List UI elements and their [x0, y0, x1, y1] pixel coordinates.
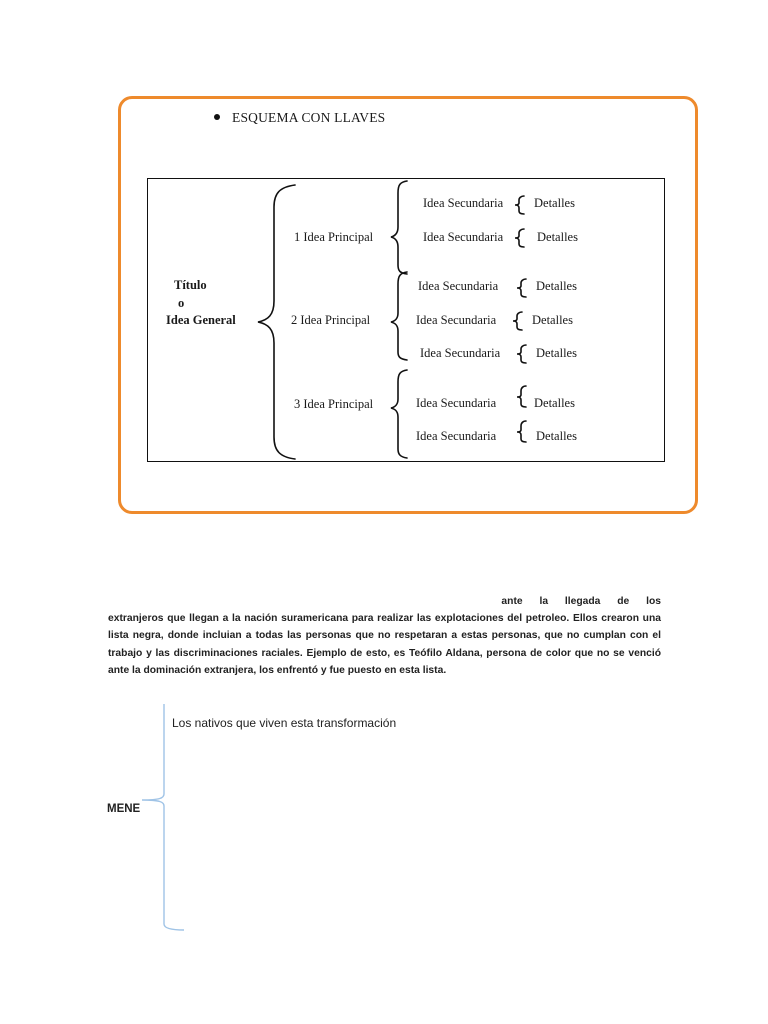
main-idea: 3 Idea Principal	[294, 397, 374, 411]
paragraph-line: trabajo y las discriminaciones raciales. Ejemplo de esto, es Teófilo Aldana, persona de color que no se venció	[108, 647, 661, 659]
detail-brace	[515, 196, 524, 214]
detail: Detalles	[532, 313, 573, 327]
detail: Detalles	[536, 279, 577, 293]
bullet-icon	[214, 114, 220, 120]
detail-brace	[515, 229, 524, 247]
body-paragraph	[108, 593, 661, 679]
scheme-heading	[214, 110, 385, 126]
scheme-heading-text: ESQUEMA CON LLAVES	[232, 110, 386, 125]
secondary-idea: Idea Secundaria	[423, 230, 504, 244]
detail-brace	[513, 312, 522, 330]
outline-label: MENE	[107, 803, 141, 815]
secondary-idea: Idea Secundaria	[416, 396, 497, 410]
title-line: o	[178, 296, 185, 310]
title-line: Idea General	[166, 313, 236, 327]
main-idea: 1 Idea Principal	[294, 230, 374, 244]
detail-brace	[517, 345, 526, 363]
detail: Detalles	[536, 429, 577, 443]
detail-brace	[517, 421, 526, 442]
main-brace	[258, 185, 295, 459]
detail: Detalles	[534, 196, 575, 210]
secondary-idea: Idea Secundaria	[423, 196, 504, 210]
secondary-idea: Idea Secundaria	[416, 313, 497, 327]
paragraph-line: lista negra, donde incluian a todas las personas que no respetaran a estas personas, que no cumplan con el	[108, 630, 661, 642]
outline-item: Los nativos que viven esta transformación	[172, 716, 397, 730]
title-line: Título	[174, 278, 207, 292]
paragraph-line: ante la dominación extranjera, los enfrentó y fue puesto en esta lista.	[108, 664, 447, 676]
group-brace-1	[391, 181, 407, 274]
detail-brace	[517, 386, 526, 407]
detail: Detalles	[534, 396, 575, 410]
group-brace-2	[391, 272, 407, 360]
brace-diagram	[147, 178, 665, 462]
detail: Detalles	[536, 346, 577, 360]
group-brace-3	[391, 370, 407, 458]
paragraph-line: ante la llegada de los	[501, 596, 661, 607]
paragraph-line: extranjeros que llegan a la nación suramericana para realizar las explotaciones del petroleo. Ellos crearon una	[108, 613, 661, 625]
outline-brace	[140, 702, 190, 936]
secondary-idea: Idea Secundaria	[418, 279, 499, 293]
main-idea: 2 Idea Principal	[291, 313, 371, 327]
detail: Detalles	[537, 230, 578, 244]
secondary-idea: Idea Secundaria	[420, 346, 501, 360]
detail-brace	[517, 279, 526, 297]
secondary-idea: Idea Secundaria	[416, 429, 497, 443]
